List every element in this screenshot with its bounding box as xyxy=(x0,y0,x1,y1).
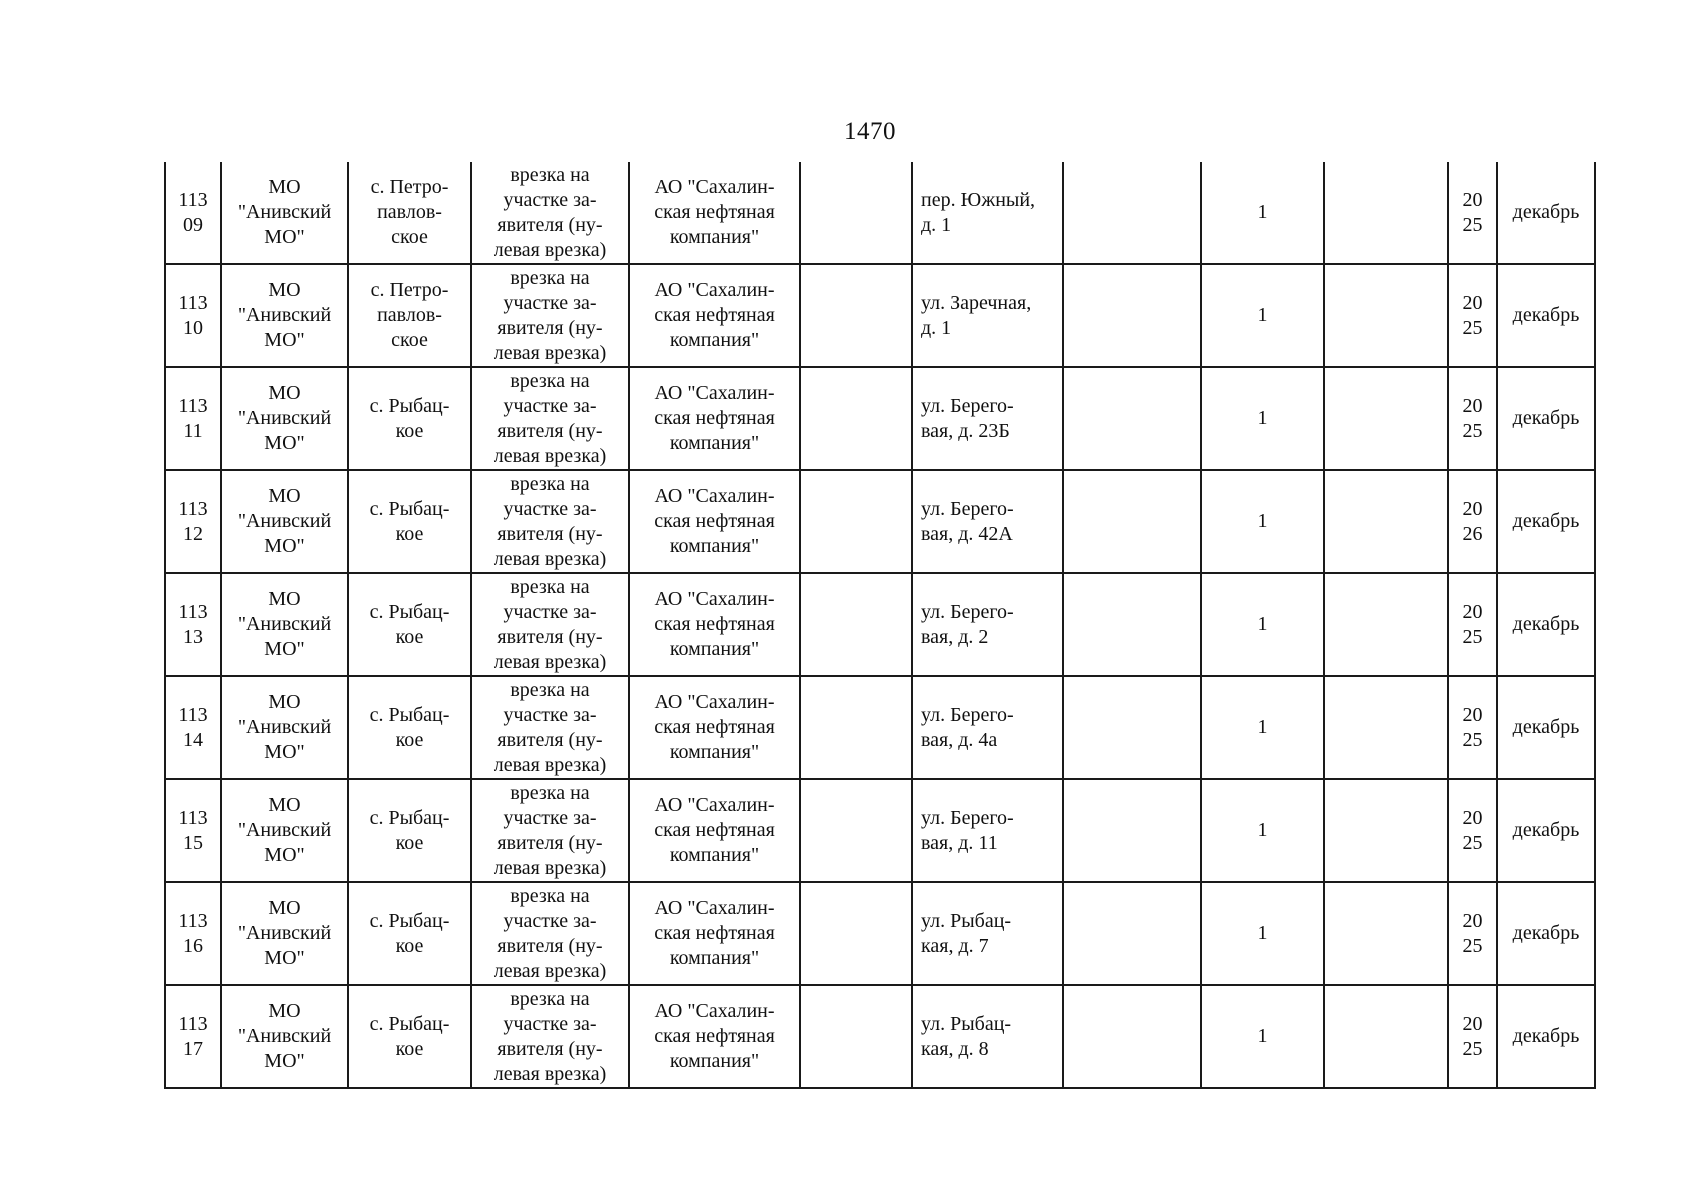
month-text: декабрь xyxy=(1512,716,1580,738)
month-cell xyxy=(1497,676,1595,779)
empty-cell xyxy=(1324,882,1448,985)
empty-cell xyxy=(1063,676,1201,779)
address-text: ул. Берего- вая, д. 23Б xyxy=(921,394,1014,442)
address-text: пер. Южный, д. 1 xyxy=(921,188,1036,236)
address-text: ул. Берего- вая, д. 11 xyxy=(921,806,1014,854)
municipality-cell xyxy=(221,573,348,676)
settlement-cell xyxy=(348,573,471,676)
address-cell xyxy=(912,162,1063,264)
organization-cell xyxy=(629,779,800,882)
address-cell xyxy=(912,676,1063,779)
count-cell xyxy=(1201,882,1324,985)
organization-text: АО "Сахалин- ская нефтяная компания" xyxy=(654,382,775,454)
organization-text: АО "Сахалин- ская нефтяная компания" xyxy=(654,691,775,763)
row-number-text: 113 13 xyxy=(178,600,208,648)
empty-cell xyxy=(1063,470,1201,573)
empty-cell xyxy=(800,676,912,779)
connection-type-cell xyxy=(471,470,629,573)
table-row xyxy=(165,985,1595,1088)
year-text: 20 25 xyxy=(1462,291,1483,339)
empty-cell xyxy=(800,162,912,264)
month-cell xyxy=(1497,367,1595,470)
municipality-text: МО "Анивский МО" xyxy=(237,691,332,763)
settlement-text: с. Рыбац- кое xyxy=(369,806,450,854)
table-row xyxy=(165,264,1595,367)
month-cell xyxy=(1497,779,1595,882)
municipality-text: МО "Анивский МО" xyxy=(237,897,332,969)
table-row xyxy=(165,162,1595,264)
settlement-cell xyxy=(348,779,471,882)
settlement-text: с. Рыбац- кое xyxy=(369,909,450,957)
address-text: ул. Берего- вая, д. 4а xyxy=(921,703,1014,751)
settlement-cell xyxy=(348,162,471,264)
row-number-cell xyxy=(165,573,221,676)
count-cell xyxy=(1201,779,1324,882)
municipality-text: МО "Анивский МО" xyxy=(237,794,332,866)
connection-type-text: врезка на участке за- явителя (ну- левая врезка) xyxy=(493,163,607,261)
settlement-text: с. Рыбац- кое xyxy=(369,600,450,648)
empty-cell xyxy=(1063,573,1201,676)
municipality-cell xyxy=(221,162,348,264)
settlement-cell xyxy=(348,985,471,1088)
row-number-text: 113 16 xyxy=(178,909,208,957)
table-row xyxy=(165,676,1595,779)
row-number-cell xyxy=(165,779,221,882)
municipality-cell xyxy=(221,264,348,367)
empty-cell xyxy=(800,985,912,1088)
settlement-text: с. Петро- павлов- ское xyxy=(370,279,449,351)
table-row xyxy=(165,367,1595,470)
year-text: 20 25 xyxy=(1462,909,1483,957)
count-text: 1 xyxy=(1257,510,1268,532)
organization-text: АО "Сахалин- ская нефтяная компания" xyxy=(654,176,775,248)
row-number-text: 113 14 xyxy=(178,703,208,751)
connection-type-text: врезка на участке за- явителя (ну- левая врезка) xyxy=(493,369,607,467)
row-number-text: 113 11 xyxy=(178,394,208,442)
year-cell xyxy=(1448,162,1497,264)
empty-cell xyxy=(1063,162,1201,264)
year-cell xyxy=(1448,985,1497,1088)
count-cell xyxy=(1201,470,1324,573)
empty-cell xyxy=(1324,676,1448,779)
month-cell xyxy=(1497,985,1595,1088)
empty-cell xyxy=(1324,162,1448,264)
address-cell xyxy=(912,573,1063,676)
year-cell xyxy=(1448,367,1497,470)
count-text: 1 xyxy=(1257,201,1268,223)
table-row xyxy=(165,470,1595,573)
month-text: декабрь xyxy=(1512,613,1580,635)
settlement-cell xyxy=(348,882,471,985)
municipality-cell xyxy=(221,985,348,1088)
count-text: 1 xyxy=(1257,819,1268,841)
month-cell xyxy=(1497,264,1595,367)
empty-cell xyxy=(1324,985,1448,1088)
organization-text: АО "Сахалин- ская нефтяная компания" xyxy=(654,1000,775,1072)
connection-type-cell xyxy=(471,162,629,264)
address-text: ул. Рыбац- кая, д. 8 xyxy=(921,1012,1012,1060)
row-number-text: 113 17 xyxy=(178,1012,208,1060)
count-text: 1 xyxy=(1257,716,1268,738)
settlement-cell xyxy=(348,470,471,573)
year-text: 20 25 xyxy=(1462,188,1483,236)
year-cell xyxy=(1448,676,1497,779)
address-text: ул. Заречная, д. 1 xyxy=(921,291,1032,339)
settlement-cell xyxy=(348,264,471,367)
empty-cell xyxy=(1063,882,1201,985)
count-text: 1 xyxy=(1257,922,1268,944)
connection-type-cell xyxy=(471,985,629,1088)
municipality-cell xyxy=(221,470,348,573)
year-text: 20 25 xyxy=(1462,806,1483,854)
empty-cell xyxy=(800,882,912,985)
empty-cell xyxy=(800,264,912,367)
count-text: 1 xyxy=(1257,613,1268,635)
row-number-cell xyxy=(165,367,221,470)
municipality-cell xyxy=(221,367,348,470)
empty-cell xyxy=(800,367,912,470)
month-text: декабрь xyxy=(1512,922,1580,944)
month-cell xyxy=(1497,882,1595,985)
row-number-cell xyxy=(165,264,221,367)
month-text: декабрь xyxy=(1512,201,1580,223)
row-number-cell xyxy=(165,882,221,985)
connection-type-text: врезка на участке за- явителя (ну- левая врезка) xyxy=(493,678,607,776)
organization-cell xyxy=(629,882,800,985)
row-number-cell xyxy=(165,162,221,264)
row-number-text: 113 12 xyxy=(178,497,208,545)
connection-type-text: врезка на участке за- явителя (ну- левая врезка) xyxy=(493,575,607,673)
empty-cell xyxy=(1324,367,1448,470)
table-row xyxy=(165,779,1595,882)
organization-text: АО "Сахалин- ская нефтяная компания" xyxy=(654,897,775,969)
organization-text: АО "Сахалин- ская нефтяная компания" xyxy=(654,588,775,660)
address-cell xyxy=(912,367,1063,470)
connection-type-text: врезка на участке за- явителя (ну- левая врезка) xyxy=(493,781,607,879)
year-cell xyxy=(1448,470,1497,573)
count-text: 1 xyxy=(1257,304,1268,326)
month-text: декабрь xyxy=(1512,407,1580,429)
municipality-text: МО "Анивский МО" xyxy=(237,1000,332,1072)
organization-text: АО "Сахалин- ская нефтяная компания" xyxy=(654,794,775,866)
empty-cell xyxy=(1063,264,1201,367)
connection-type-cell xyxy=(471,264,629,367)
month-cell xyxy=(1497,162,1595,264)
municipality-text: МО "Анивский МО" xyxy=(237,279,332,351)
registry-table xyxy=(164,162,1596,1089)
connection-type-cell xyxy=(471,573,629,676)
organization-cell xyxy=(629,264,800,367)
table-row xyxy=(165,573,1595,676)
table-row xyxy=(165,882,1595,985)
count-text: 1 xyxy=(1257,407,1268,429)
empty-cell xyxy=(1324,470,1448,573)
municipality-cell xyxy=(221,779,348,882)
organization-cell xyxy=(629,162,800,264)
row-number-cell xyxy=(165,470,221,573)
empty-cell xyxy=(800,779,912,882)
address-cell xyxy=(912,264,1063,367)
count-cell xyxy=(1201,162,1324,264)
year-cell xyxy=(1448,264,1497,367)
count-cell xyxy=(1201,264,1324,367)
empty-cell xyxy=(1324,264,1448,367)
empty-cell xyxy=(800,470,912,573)
count-cell xyxy=(1201,676,1324,779)
month-cell xyxy=(1497,573,1595,676)
year-cell xyxy=(1448,573,1497,676)
count-cell xyxy=(1201,367,1324,470)
empty-cell xyxy=(1324,573,1448,676)
year-cell xyxy=(1448,779,1497,882)
connection-type-cell xyxy=(471,367,629,470)
table-body xyxy=(165,162,1595,1088)
address-cell xyxy=(912,470,1063,573)
organization-text: АО "Сахалин- ская нефтяная компания" xyxy=(654,485,775,557)
settlement-text: с. Рыбац- кое xyxy=(369,703,450,751)
organization-cell xyxy=(629,573,800,676)
row-number-cell xyxy=(165,985,221,1088)
connection-type-text: врезка на участке за- явителя (ну- левая врезка) xyxy=(493,884,607,982)
address-cell xyxy=(912,882,1063,985)
year-cell xyxy=(1448,882,1497,985)
municipality-cell xyxy=(221,882,348,985)
organization-cell xyxy=(629,676,800,779)
connection-type-text: врезка на участке за- явителя (ну- левая врезка) xyxy=(493,266,607,364)
year-text: 20 26 xyxy=(1462,497,1483,545)
count-cell xyxy=(1201,573,1324,676)
organization-cell xyxy=(629,367,800,470)
month-text: декабрь xyxy=(1512,819,1580,841)
municipality-text: МО "Анивский МО" xyxy=(237,588,332,660)
organization-cell xyxy=(629,985,800,1088)
year-text: 20 25 xyxy=(1462,1012,1483,1060)
address-text: ул. Берего- вая, д. 42А xyxy=(921,497,1014,545)
address-text: ул. Рыбац- кая, д. 7 xyxy=(921,909,1012,957)
empty-cell xyxy=(1063,367,1201,470)
settlement-text: с. Петро- павлов- ское xyxy=(370,176,449,248)
municipality-text: МО "Анивский МО" xyxy=(237,176,332,248)
connection-type-text: врезка на участке за- явителя (ну- левая врезка) xyxy=(493,472,607,570)
municipality-text: МО "Анивский МО" xyxy=(237,382,332,454)
month-text: декабрь xyxy=(1512,1025,1580,1047)
count-cell xyxy=(1201,985,1324,1088)
connection-type-cell xyxy=(471,676,629,779)
municipality-cell xyxy=(221,676,348,779)
month-text: декабрь xyxy=(1512,510,1580,532)
row-number-text: 113 10 xyxy=(178,291,208,339)
settlement-text: с. Рыбац- кое xyxy=(369,497,450,545)
settlement-cell xyxy=(348,367,471,470)
empty-cell xyxy=(1063,985,1201,1088)
year-text: 20 25 xyxy=(1462,600,1483,648)
page-number: 1470 xyxy=(844,118,896,145)
connection-type-cell xyxy=(471,779,629,882)
row-number-text: 113 09 xyxy=(178,188,208,236)
address-cell xyxy=(912,985,1063,1088)
count-text: 1 xyxy=(1257,1025,1268,1047)
empty-cell xyxy=(800,573,912,676)
address-cell xyxy=(912,779,1063,882)
month-text: декабрь xyxy=(1512,304,1580,326)
month-cell xyxy=(1497,470,1595,573)
connection-type-cell xyxy=(471,882,629,985)
settlement-text: с. Рыбац- кое xyxy=(369,1012,450,1060)
municipality-text: МО "Анивский МО" xyxy=(237,485,332,557)
year-text: 20 25 xyxy=(1462,394,1483,442)
year-text: 20 25 xyxy=(1462,703,1483,751)
empty-cell xyxy=(1324,779,1448,882)
organization-cell xyxy=(629,470,800,573)
settlement-text: с. Рыбац- кое xyxy=(369,394,450,442)
organization-text: АО "Сахалин- ская нефтяная компания" xyxy=(654,279,775,351)
row-number-cell xyxy=(165,676,221,779)
settlement-cell xyxy=(348,676,471,779)
empty-cell xyxy=(1063,779,1201,882)
address-text: ул. Берего- вая, д. 2 xyxy=(921,600,1014,648)
connection-type-text: врезка на участке за- явителя (ну- левая врезка) xyxy=(493,987,607,1085)
row-number-text: 113 15 xyxy=(178,806,208,854)
